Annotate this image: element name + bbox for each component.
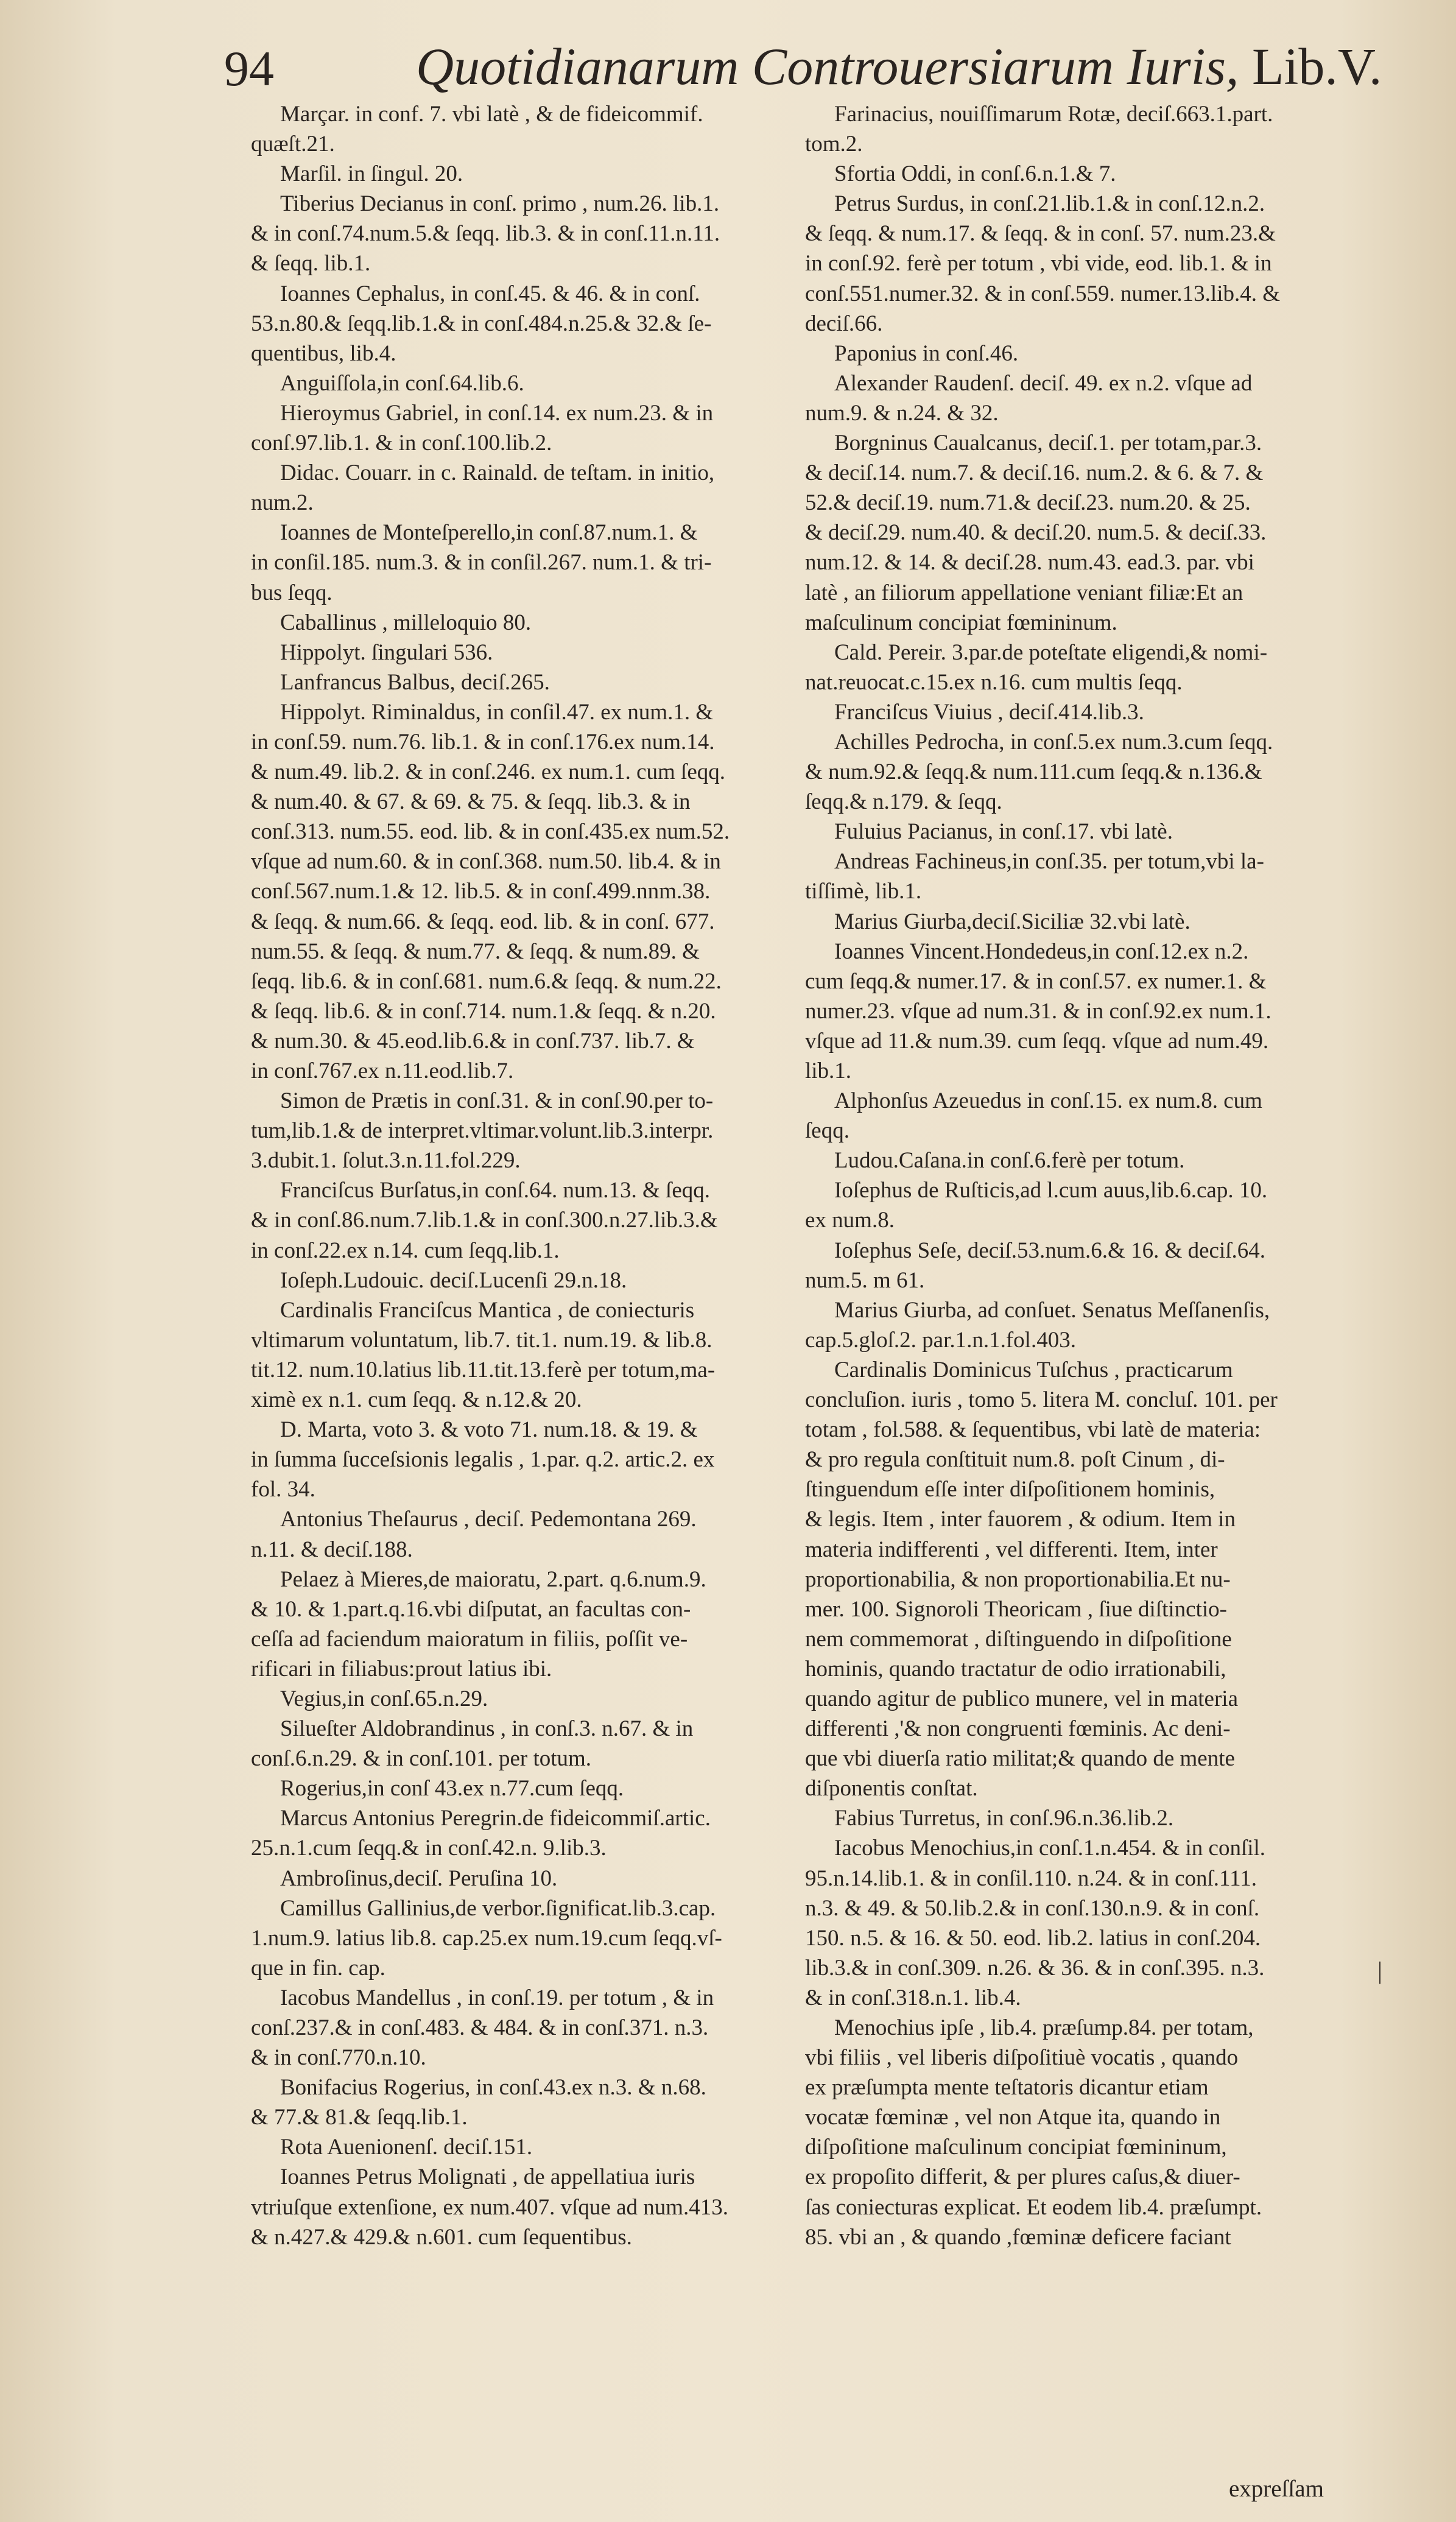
text-line: Ioannes de Monteſperello,in conſ.87.num.1. &: [280, 520, 698, 546]
text-line: Alphonſus Azeuedus in conſ.15. ex num.8. cum: [834, 1088, 1262, 1114]
text-line: rificari in filiabus:prout latius ibi.: [251, 1656, 552, 1682]
text-line: 25.n.1.cum ſeqq.& in conſ.42.n. 9.lib.3.: [251, 1836, 607, 1861]
text-line: Ioſeph.Ludouic. deciſ.Lucenſi 29.n.18.: [280, 1267, 627, 1293]
running-title: [416, 39, 1382, 94]
text-line: numer.23. vſque ad num.31. & in conſ.92.ex num.1.: [805, 998, 1271, 1024]
text-line: que in fin. cap.: [251, 1955, 385, 1981]
text-line: num.55. & ſeqq. & num.77. & ſeqq. & num.89. &: [251, 939, 700, 964]
text-line: n.11. & deciſ.188.: [251, 1537, 413, 1562]
text-line: ſeqq.: [805, 1118, 849, 1144]
text-line: Marſil. in ſingul. 20.: [280, 161, 463, 187]
running-title-text: Quotidianarum Controuersiarum Iuris,: [416, 37, 1239, 96]
text-line: & in conſ.86.num.7.lib.1.& in conſ.300.n.27.lib.3.&: [251, 1208, 718, 1233]
text-line: quæſt.21.: [251, 132, 335, 157]
text-line: vocatæ fœminæ , vel non Atque ita, quando in: [805, 2105, 1221, 2130]
text-line: in conſ.767.ex n.11.eod.lib.7.: [251, 1058, 514, 1083]
text-line: in ſumma ſucceſsionis legalis , 1.par. q.2. artic.2. ex: [251, 1447, 715, 1473]
margin-mark: |: [1377, 1957, 1383, 1984]
text-line: differenti ,'& non congruenti fœminis. Ac deni-: [805, 1716, 1231, 1742]
text-line: Borgninus Caualcanus, deciſ.1. per totam,par.3.: [834, 431, 1262, 456]
text-line: Iacobus Menochius,in conſ.1.n.454. & in conſil.: [834, 1836, 1266, 1861]
text-line: cum ſeqq.& numer.17. & in conſ.57. ex numer.1. &: [805, 968, 1267, 994]
text-line: Paponius in conſ.46.: [834, 340, 1019, 366]
text-line: num.5. m 61.: [805, 1267, 925, 1293]
text-line: vſque ad num.60. & in conſ.368. num.50. lib.4. & in: [251, 849, 721, 875]
text-line: Antonius Theſaurus , deciſ. Pedemontana 269.: [280, 1507, 697, 1532]
text-line: Iacobus Mandellus , in conſ.19. per totum , & in: [280, 1985, 714, 2010]
text-line: ceſſa ad faciendum maioratum in filiis, poſſit ve-: [251, 1626, 688, 1652]
text-line: & deciſ.29. num.40. & deciſ.20. num.5. & deciſ.33.: [805, 520, 1267, 546]
text-line: Hippolyt. ſingulari 536.: [280, 639, 493, 665]
text-line: quentibus, lib.4.: [251, 340, 396, 366]
text-line: concluſion. iuris , tomo 5. litera M. concluſ. 101. per: [805, 1387, 1278, 1413]
text-line: & deciſ.14. num.7. & deciſ.16. num.2. & 6. & 7. &: [805, 460, 1264, 486]
text-line: mer. 100. Signoroli Theoricam , ſiue diſtinctio-: [805, 1596, 1227, 1622]
text-line: D. Marta, voto 3. & voto 71. num.18. & 19. &: [280, 1417, 698, 1443]
text-line: diſponentis conſtat.: [805, 1776, 978, 1802]
text-line: Marçar. in conf. 7. vbi latè , & de fideicommif.: [280, 102, 703, 127]
text-line: nat.reuocat.c.15.ex n.16. cum multis ſeqq.: [805, 669, 1183, 695]
text-line: latè , an filiorum appellatione veniant filiæ:Et an: [805, 580, 1243, 605]
text-line: Alexander Raudenſ. deciſ. 49. ex n.2. vſque ad: [834, 370, 1253, 396]
text-line: vbi filiis , vel liberis diſpoſitiuè vocatis , quando: [805, 2045, 1239, 2071]
text-line: Camillus Gallinius,de verbor.ſignificat.lib.3.cap.: [280, 1895, 716, 1921]
text-line: Caballinus , milleloquio 80.: [280, 610, 532, 635]
text-line: Cardinalis Franciſcus Mantica , de coniecturis: [280, 1297, 695, 1323]
text-line: num.9. & n.24. & 32.: [805, 400, 999, 426]
text-line: Fuluius Pacianus, in conſ.17. vbi latè.: [834, 819, 1173, 845]
text-line: Ioannes Cephalus, in conſ.45. & 46. & in conſ.: [280, 281, 700, 306]
text-line: diſpoſitione maſculinum concipiat fœmininum,: [805, 2135, 1227, 2160]
text-line: Anguiſſola,in conſ.64.lib.6.: [280, 370, 524, 396]
text-line: 3.dubit.1. ſolut.3.n.11.fol.229.: [251, 1148, 521, 1174]
text-line: lib.1.: [805, 1058, 852, 1083]
text-line: Hieroymus Gabriel, in conſ.14. ex num.23. & in: [280, 400, 714, 426]
text-line: ex propoſito differit, & per plures caſus,& diuer-: [805, 2164, 1240, 2190]
text-line: Franciſcus Viuius , deciſ.414.lib.3.: [834, 699, 1144, 725]
text-line: totam , fol.588. & ſequentibus, vbi latè de materia:: [805, 1417, 1261, 1443]
text-line: 85. vbi an , & quando ,fœminæ deficere faciant: [805, 2224, 1231, 2250]
text-line: Fabius Turretus, in conſ.96.n.36.lib.2.: [834, 1806, 1174, 1831]
text-line: Hippolyt. Riminaldus, in conſil.47. ex num.1. &: [280, 699, 714, 725]
text-line: Ioſephus Seſe, deciſ.53.num.6.& 16. & deciſ.64.: [834, 1238, 1266, 1263]
text-line: ſeqq.& n.179. & ſeqq.: [805, 789, 1002, 815]
text-line: & pro regula conſtituit num.8. poſt Cinum , di-: [805, 1447, 1225, 1473]
book-number: Lib.V.: [1251, 37, 1382, 96]
text-line: ſtinguendum eſſe inter diſpoſitionem hominis,: [805, 1477, 1215, 1502]
text-line: in conſ.59. num.76. lib.1. & in conſ.176.ex num.14.: [251, 729, 715, 755]
text-line: Marius Giurba,deciſ.Siciliæ 32.vbi latè.: [834, 909, 1190, 934]
text-line: & 10. & 1.part.q.16.vbi diſputat, an facultas con-: [251, 1596, 691, 1622]
text-line: & ſeqq. & num.66. & ſeqq. eod. lib. & in conſ. 677.: [251, 909, 715, 934]
text-line: & legis. Item , inter fauorem , & odium. Item in: [805, 1507, 1236, 1532]
text-line: proportionabilia, & non proportionabilia.Et nu-: [805, 1566, 1231, 1592]
text-line: & num.92.& ſeqq.& num.111.cum ſeqq.& n.136.&: [805, 759, 1262, 785]
text-line: & in conſ.74.num.5.& ſeqq. lib.3. & in conſ.11.n.11.: [251, 221, 720, 247]
text-line: in conſil.185. num.3. & in conſil.267. num.1. & tri-: [251, 550, 712, 576]
text-line: 52.& deciſ.19. num.71.& deciſ.23. num.20. & 25.: [805, 490, 1251, 516]
text-line: ex præſumpta mente teſtatoris dicantur etiam: [805, 2075, 1209, 2101]
text-line: Pelaez à Mieres,de maioratu, 2.part. q.6.num.9.: [280, 1566, 706, 1592]
text-line: in conſ.22.ex n.14. cum ſeqq.lib.1.: [251, 1238, 560, 1263]
text-line: bus ſeqq.: [251, 580, 332, 605]
text-line: vſque ad 11.& num.39. cum ſeqq. vſque ad num.49.: [805, 1028, 1269, 1054]
text-line: conſ.567.num.1.& 12. lib.5. & in conſ.499.nnm.38.: [251, 879, 711, 904]
text-line: maſculinum concipiat fœmininum.: [805, 610, 1117, 635]
text-line: Farinacius, nouiſſimarum Rotæ, deciſ.663.1.part.: [834, 102, 1273, 127]
text-line: Menochius ipſe , lib.4. præſump.84. per totam,: [834, 2015, 1254, 2040]
text-line: Franciſcus Burſatus,in conſ.64. num.13. & ſeqq.: [280, 1178, 710, 1203]
text-line: in conſ.92. ferè per totum , vbi vide, eod. lib.1. & in: [805, 251, 1272, 277]
text-line: ſas coniecturas explicat. Et eodem lib.4. præſumpt.: [805, 2194, 1262, 2220]
text-line: cap.5.gloſ.2. par.1.n.1.fol.403.: [805, 1327, 1076, 1353]
text-line: nem commemorat , diſtinguendo in diſpoſitione: [805, 1626, 1232, 1652]
text-line: quando agitur de publico munere, vel in materia: [805, 1686, 1238, 1711]
text-line: Cardinalis Dominicus Tuſchus , practicarum: [834, 1357, 1233, 1383]
text-line: conſ.313. num.55. eod. lib. & in conſ.435.ex num.52.: [251, 819, 730, 845]
text-line: num.12. & 14. & deciſ.28. num.43. ead.3. par. vbi: [805, 550, 1254, 576]
text-line: Silueſter Aldobrandinus , in conſ.3. n.67. & in: [280, 1716, 694, 1742]
text-line: Tiberius Decianus in conſ. primo , num.26. lib.1.: [280, 191, 720, 217]
text-line: Ioſephus de Ruſticis,ad l.cum auus,lib.6.cap. 10.: [834, 1178, 1268, 1203]
text-line: materia indifferenti , vel differenti. Item, inter: [805, 1537, 1218, 1562]
text-line: & num.49. lib.2. & in conſ.246. ex num.1. cum ſeqq.: [251, 759, 725, 785]
text-line: Petrus Surdus, in conſ.21.lib.1.& in conſ.12.n.2.: [834, 191, 1265, 217]
text-line: fol. 34.: [251, 1477, 315, 1502]
text-line: & n.427.& 429.& n.601. cum ſequentibus.: [251, 2224, 632, 2250]
text-line: tum,lib.1.& de interpret.vltimar.volunt.lib.3.interpr.: [251, 1118, 714, 1144]
text-line: Achilles Pedrocha, in conſ.5.ex num.3.cum ſeqq.: [834, 729, 1273, 755]
text-line: 53.n.80.& ſeqq.lib.1.& in conſ.484.n.25.& 32.& ſe-: [251, 311, 712, 336]
text-line: vltimarum voluntatum, lib.7. tit.1. num.19. & lib.8.: [251, 1327, 712, 1353]
text-line: Ambroſinus,deciſ. Peruſina 10.: [280, 1865, 558, 1891]
text-line: & num.40. & 67. & 69. & 75. & ſeqq. lib.3. & in: [251, 789, 691, 815]
text-line: conſ.6.n.29. & in conſ.101. per totum.: [251, 1746, 592, 1772]
text-line: Rota Auenionenſ. deciſ.151.: [280, 2135, 533, 2160]
text-line: Sfortia Oddi, in conſ.6.n.1.& 7.: [834, 161, 1116, 187]
text-line: n.3. & 49. & 50.lib.2.& in conſ.130.n.9. & in conſ.: [805, 1895, 1260, 1921]
text-line: tit.12. num.10.latius lib.11.tit.13.ferè per totum,ma-: [251, 1357, 716, 1383]
text-line: Rogerius,in conſ 43.ex n.77.cum ſeqq.: [280, 1776, 624, 1802]
text-line: conſ.551.numer.32. & in conſ.559. numer.13.lib.4. &: [805, 281, 1281, 306]
text-line: tom.2.: [805, 132, 863, 157]
page-header: [224, 37, 1382, 107]
text-line: Andreas Fachineus,in conſ.35. per totum,vbi la-: [834, 849, 1264, 875]
text-line: Ioannes Petrus Molignati , de appellatiua iuris: [280, 2164, 695, 2190]
catchword: expreſſam: [1229, 2476, 1324, 2502]
text-line: Simon de Prætis in conſ.31. & in conſ.90.per to-: [280, 1088, 714, 1114]
text-line: hominis, quando tractatur de odio irrationabili,: [805, 1656, 1226, 1682]
text-line: Marius Giurba, ad conſuet. Senatus Meſſanenſis,: [834, 1297, 1270, 1323]
text-line: & ſeqq. lib.6. & in conſ.714. num.1.& ſeqq. & n.20.: [251, 998, 716, 1024]
text-line: & 77.& 81.& ſeqq.lib.1.: [251, 2105, 468, 2130]
text-line: Ludou.Caſana.in conſ.6.ferè per totum.: [834, 1148, 1185, 1174]
text-line: Lanfrancus Balbus, deciſ.265.: [280, 669, 550, 695]
right-column: [805, 99, 1347, 2252]
left-column: [251, 99, 793, 2252]
text-line: Didac. Couarr. in c. Rainald. de teſtam. in initio,: [280, 460, 715, 486]
text-line: Ioannes Vincent.Hondedeus,in conſ.12.ex n.2.: [834, 939, 1249, 964]
text-line: ſeqq. lib.6. & in conſ.681. num.6.& ſeqq. & num.22.: [251, 968, 722, 994]
text-line: Bonifacius Rogerius, in conſ.43.ex n.3. & n.68.: [280, 2075, 706, 2101]
text-line: & in conſ.770.n.10.: [251, 2045, 426, 2071]
text-line: vtriuſque extenſione, ex num.407. vſque ad num.413.: [251, 2194, 729, 2220]
page-number: 94: [224, 41, 274, 96]
text-line: & in conſ.318.n.1. lib.4.: [805, 1985, 1021, 2010]
text-line: 95.n.14.lib.1. & in conſil.110. n.24. & in conſ.111.: [805, 1865, 1257, 1891]
text-line: tiſſimè, lib.1.: [805, 879, 922, 904]
text-line: que vbi diuerſa ratio militat;& quando de mente: [805, 1746, 1235, 1772]
text-line: ximè ex n.1. cum ſeqq. & n.12.& 20.: [251, 1387, 582, 1413]
text-line: ex num.8.: [805, 1208, 895, 1233]
text-line: 1.num.9. latius lib.8. cap.25.ex num.19.cum ſeqq.vſ-: [251, 1925, 722, 1951]
text-line: Marcus Antonius Peregrin.de fideicommiſ.artic.: [280, 1806, 711, 1831]
text-line: & num.30. & 45.eod.lib.6.& in conſ.737. lib.7. &: [251, 1028, 695, 1054]
text-line: lib.3.& in conſ.309. n.26. & 36. & in conſ.395. n.3.: [805, 1955, 1265, 1981]
text-line: Cald. Pereir. 3.par.de poteſtate eligendi,& nomi-: [834, 639, 1268, 665]
text-line: Vegius,in conſ.65.n.29.: [280, 1686, 488, 1711]
text-line: conſ.237.& in conſ.483. & 484. & in conſ.371. n.3.: [251, 2015, 709, 2040]
text-line: conſ.97.lib.1. & in conſ.100.lib.2.: [251, 431, 552, 456]
text-line: 150. n.5. & 16. & 50. eod. lib.2. latius in conſ.204.: [805, 1925, 1261, 1951]
text-line: & ſeqq. & num.17. & ſeqq. & in conſ. 57. num.23.&: [805, 221, 1276, 247]
text-line: deciſ.66.: [805, 311, 883, 336]
text-line: & ſeqq. lib.1.: [251, 251, 371, 277]
text-line: num.2.: [251, 490, 314, 516]
